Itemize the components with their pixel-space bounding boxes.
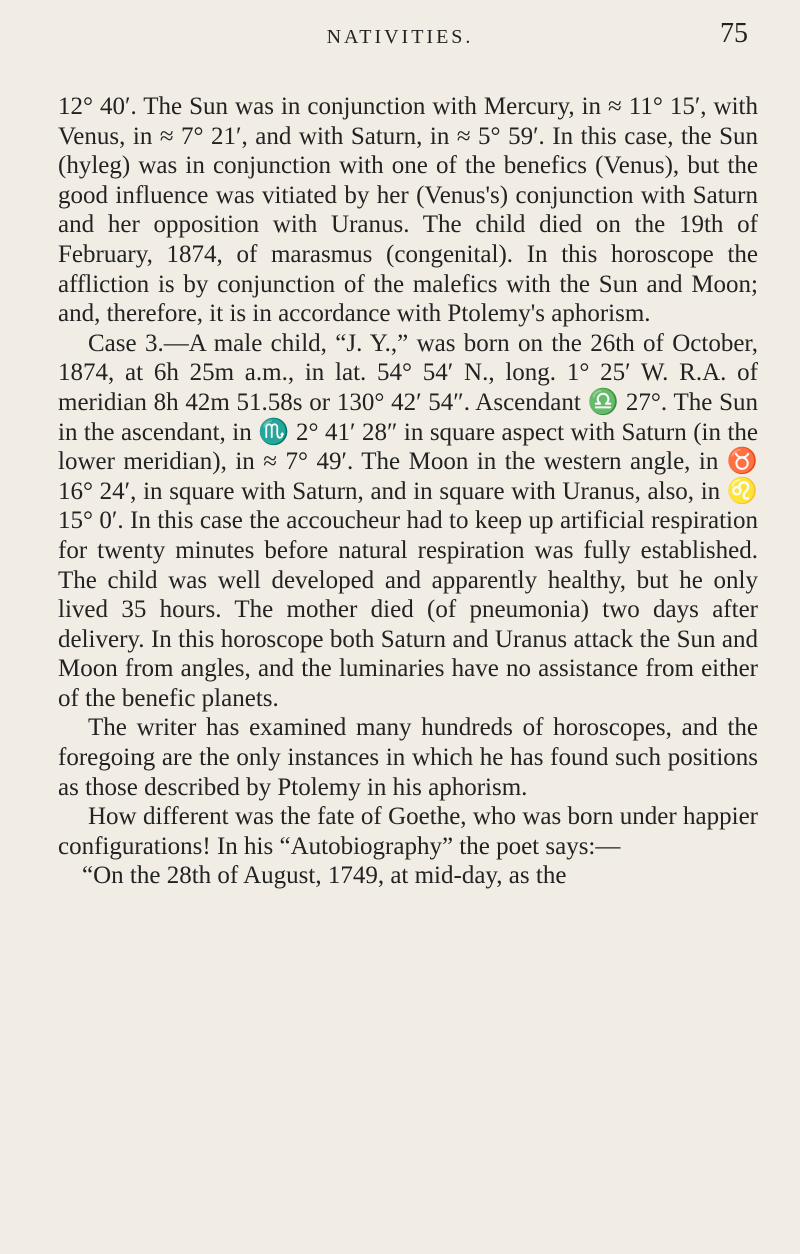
paragraph-goethe: How different was the fate of Goethe, who was born under happier configurations! In his “Autobiography” the poet says:— — [58, 803, 758, 860]
page-header — [0, 0, 800, 90]
paragraph-case-3: Case 3.—A male child, “J. Y.,” was born on the 26th of October, 1874, at 6h 25m a.m., in lat. 54° 54′ N., long. 1° 25′ W. R.A. of meridian 8h 42m 51.58s or 130° 42′ 54″. Ascendant ♎ 27°. The Sun in the ascendant, in ♏ 2° 41′ 28″ in square aspect with Saturn (in the lower meridian), in ≈ 7° 49′. The Moon in the western angle, in ♉ 16° 24′, in square with Saturn, and in square with Uranus, also, in ♌ 15° 0′. In this case the accoucheur had to keep up artificial respiration for twenty minutes before natural respiration was fully established. The child was well developed and apparently healthy, but he only lived 35 hours. The mother died (of pneumonia) two days after delivery. In this horoscope both Saturn and Uranus attack the Sun and Moon from angles, and the luminaries have no assistance from either of the benefic planets. — [58, 329, 758, 712]
paragraph-writer-examined: The writer has examined many hundreds of horoscopes, and the foregoing are the only instances in which he has found such positions as those described by Ptolemy in his aphorism. — [58, 714, 758, 801]
page-number: 75 — [720, 18, 748, 49]
body-text — [58, 92, 758, 891]
paragraph-goethe-quote: “On the 28th of August, 1749, at mid-day, as the — [82, 862, 567, 890]
paragraph-case-2-conclusion: 12° 40′. The Sun was in conjunction with Mercury, in ≈ 11° 15′, with Venus, in ≈ 7° 21′, and with Saturn, in ≈ 5° 59′. In this case, the Sun (hyleg) was in conjunction with one of the benefics (Venus), but the good influence was vitiated by her (Venus's) conjunction with Saturn and her opposition with Uranus. The child died on the 19th of February, 1874, of marasmus (congenital). In this horoscope the affliction is by conjunction of the malefics with the Sun and Moon; and, therefore, it is in accordance with Ptolemy's aphorism. — [58, 93, 758, 328]
running-head: NATIVITIES. — [326, 26, 474, 48]
